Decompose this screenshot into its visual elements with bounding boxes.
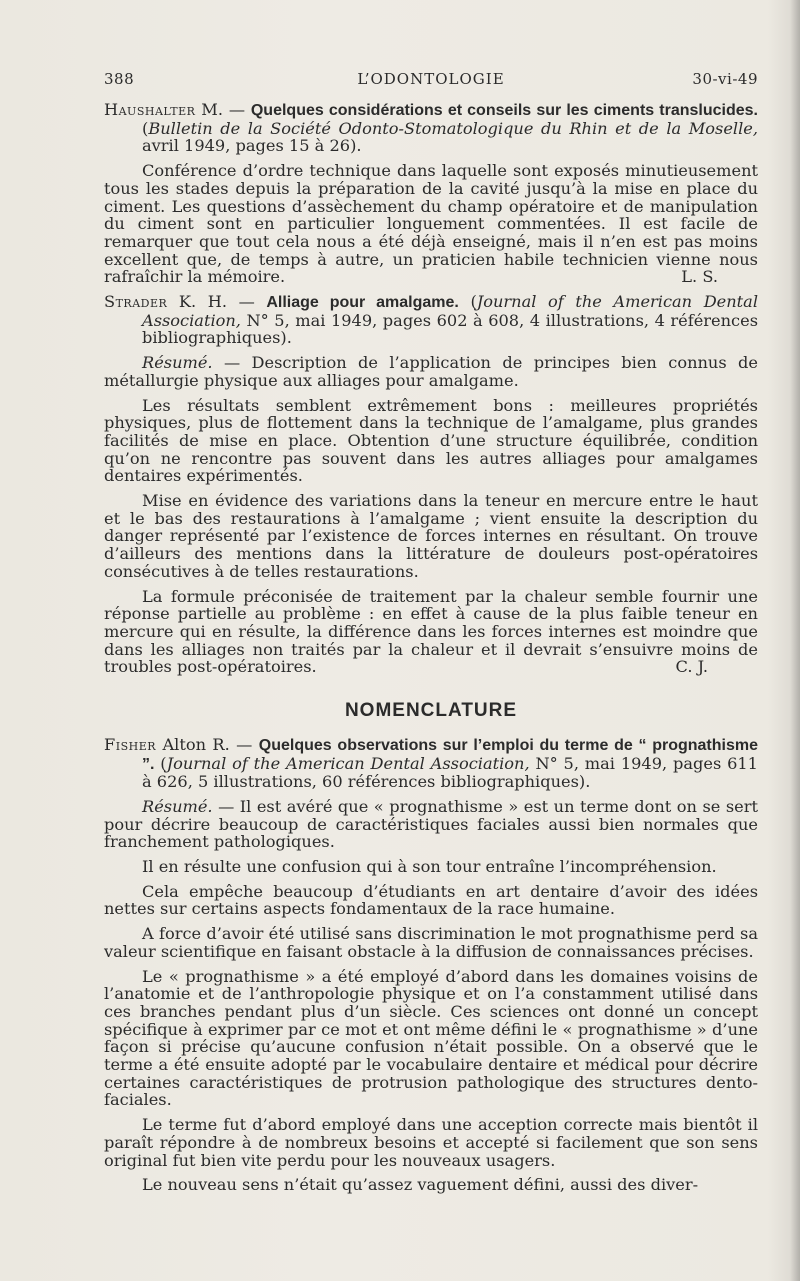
article-title: Quelques observations sur l’emploi du terme de “ prognathisme ”. xyxy=(142,736,758,773)
author-initial: K. H. xyxy=(167,292,227,312)
issue-date: 30-vi-49 xyxy=(692,70,758,88)
article-body xyxy=(104,101,758,1201)
article-title: Alliage pour amalgame. xyxy=(266,294,459,312)
review-paragraph xyxy=(104,588,758,677)
author-name: Strader xyxy=(104,292,168,312)
review-paragraph: Le nouveau sens n’était qu’assez vaguement défini, aussi des diver- xyxy=(142,1175,699,1195)
review-paragraph: Le terme fut d’abord employé dans une acception correcte mais bientôt il paraît répondre à de nombreux besoins et accepté si facilement que son sens original fut bien vite perdu pour les nouveaux usagers. xyxy=(104,1115,758,1170)
review-paragraph: Cela empêche beaucoup d’étudiants en art dentaire d’avoir des idées nettes sur certains aspects fondamentaux de la race humaine. xyxy=(104,881,758,919)
review-paragraph: Le « prognathisme » a été employé d’abord dans les domaines voisins de l’anatomie et de l’anthropologie physique et on l’a constamment utilisé dans ces branches pendant plus d’un siècle. Ces sciences ont donné un concept spécifique à exprimer par ce mot et ont même défini le « prognathisme » d’une façon si précise qu’aucune confusion n’était possible. On a observé que le terme a été ensuite adopté par le vocabulaire dentaire et médical pour décrire certaines caractéristiques de protrusion pathologique des structures dento-faciales. xyxy=(104,966,758,1110)
author-name: Haushalter xyxy=(104,100,196,119)
review-text: La formule préconisée de traitement par la chaleur semble fournir une réponse partielle au problème : en effet à cause de la plus faible teneur en mercure qui en résulte, la différence dans les forces internes est moindre que dans les alliages non traités par la chaleur et il devrait s’ensuivre moins de troubles post-opératoires. xyxy=(104,586,758,677)
source-open: ( xyxy=(142,118,149,138)
page-number: 388 xyxy=(104,70,135,88)
source-open: ( xyxy=(154,753,167,773)
source-journal: Bulletin de la Société Odonto-Stomatologique du Rhin et de la Moselle, xyxy=(148,118,758,138)
source-open: ( xyxy=(458,292,477,312)
running-head xyxy=(104,70,758,92)
reference-entry-fisher xyxy=(104,736,758,791)
resume-text: — Il est avéré que « prognathisme » est un terme dont on se sert pour décrire beaucoup de caractéristiques faciales aussi bien normales que franchement pathologiques. xyxy=(104,796,758,852)
source-journal: Journal of the American Dental Association, xyxy=(166,753,530,773)
review-paragraph: Mise en évidence des variations dans la teneur en mercure entre le haut et le bas des restaurations à l’amalgame ; vient ensuite la description du danger représenté par l’existence de forces internes en résultant. On trouve d’ailleurs des mentions dans la littérature de douleurs post-opératoires consécutives à de telles restaurations. xyxy=(104,491,758,581)
source-details: avril 1949, pages 15 à 26). xyxy=(142,136,362,156)
reviewer-signature: L. S. xyxy=(681,267,718,287)
author-name: Fisher xyxy=(104,734,157,754)
source-journal: Journal of the American Dental Association, xyxy=(142,292,759,330)
review-text: Conférence d’ordre technique dans laquelle sont exposés minutieusement tous les stades depuis la préparation de la cavité jusqu’à la mise en place du ciment. Les questions d’assèchement du champ opératoire et de manipulation du ciment sont en particulier longuement commentées. Il est facile de remarquer que tout cela nous a été déjà enseigné, mais il n’en est pas moins excellent que, de temps à autre, un praticien habile technicien vienne nous rafraîchir la mémoire. xyxy=(104,161,758,287)
reference-entry-strader xyxy=(104,293,758,347)
article-title: Quelques considérations et conseils sur les ciments translucides. xyxy=(250,102,758,119)
author-initial: M. xyxy=(195,100,224,119)
source-details: N° 5, mai 1949, pages 611 à 626, 5 illustrations, 60 références bibliographiques). xyxy=(142,753,758,792)
journal-title: L’ODONTOLOGIE xyxy=(357,70,505,88)
dash: — xyxy=(223,100,251,119)
resume-label: Résumé. xyxy=(142,353,213,373)
reviewer-signature: C. J. xyxy=(675,657,708,677)
review-paragraph xyxy=(104,162,758,286)
page-edge-shadow xyxy=(790,0,800,1281)
review-paragraph: Les résultats semblent extrêmement bons : meilleures propriétés physiques, plus de flottement dans la technique de l’amalgame, plus grandes facilités de mise en place. Obtention d’une structure équilibrée, condition qu’on ne rencontre pas souvent dans les autres alliages pour amalgames dentaires expérimentés. xyxy=(104,395,758,486)
section-heading: NOMENCLATURE xyxy=(344,700,518,722)
review-paragraph: A force d’avoir été utilisé sans discrimination le mot prognathisme perd sa valeur scientifique en faisant obstacle à la diffusion de connaissances précises. xyxy=(104,924,758,961)
dash: — xyxy=(226,292,267,312)
resume-paragraph xyxy=(104,798,758,851)
resume-paragraph xyxy=(104,354,758,389)
reference-entry-haushalter xyxy=(104,101,758,155)
review-paragraph: Il en résulte une confusion qui à son tour entraîne l’incompréhension. xyxy=(142,857,717,877)
source-details: N° 5, mai 1949, pages 602 à 608, 4 illustrations, 4 références bibliographiques). xyxy=(142,310,758,348)
resume-text: — Description de l’application de principes bien connus de métallurgie physique aux alliages pour amalgame. xyxy=(104,353,758,390)
resume-label: Résumé. xyxy=(142,796,213,816)
dash: — xyxy=(229,734,259,754)
author-initial: Alton R. xyxy=(156,734,230,754)
